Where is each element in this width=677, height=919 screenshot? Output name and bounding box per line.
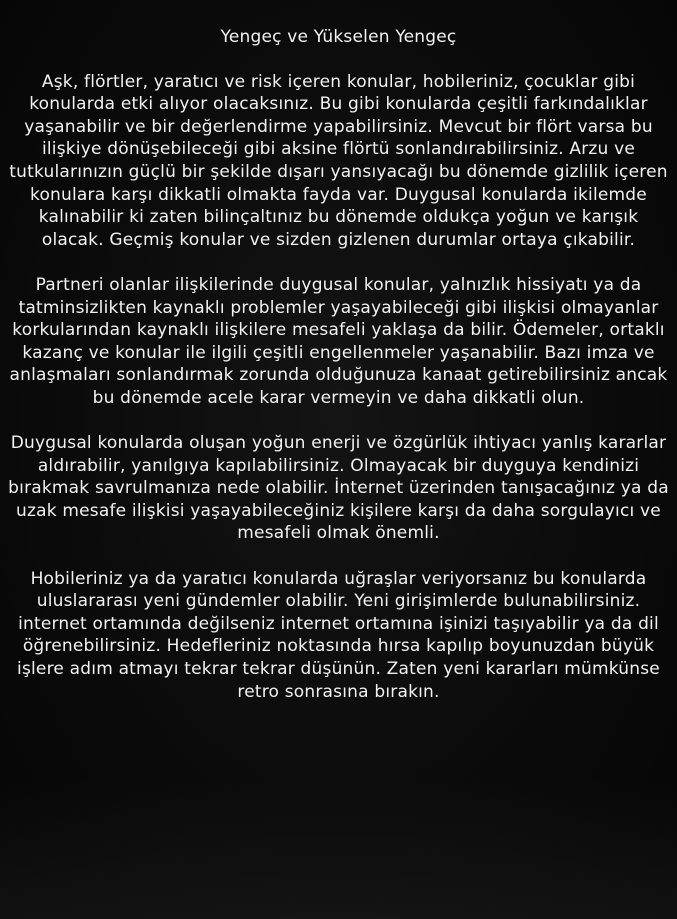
paragraph-love: Aşk, flörtler, yaratıcı ve risk içeren konular, hobileriniz, çocuklar gibi konularda etki alıyor olacaksınız. Bu gibi konularda çeşitli farkındalıklar yaşanabilir ve bir değerlendirme yapabilirsiniz. Mevcut bir flört varsa bu ilişkiye dönüşebileceği gibi aksine flörtü sonlandırabilirsiniz. Arzu ve tutkularınızın güçlü bir şekilde dışarı yansıyacağı bu dönemde gizlilik içeren konulara karşı dikkatli olmakta fayda var. Duygusal konularda ikilemde kalınabilir ki zaten bilinçaltınız bu dönemde oldukça yoğun ve karışık olacak. Geçmiş konular ve sizden gizlenen durumlar ortaya çıkabilir. — [9, 71, 668, 250]
paragraph-hobbies: Hobileriniz ya da yaratıcı konularda uğraşlar veriyorsanız bu konularda uluslararası yeni gündemler olabilir. Yeni girişimlerde bulunabilirsiniz. internet ortamında değilseniz internet ortamına işinizi taşıyabilir ya da dil öğrenebilirsiniz. Hedefleriniz noktasında hırsa kapılıp boyunuzdan büyük işlere adım atmayı tekrar tekrar düşünün. Zaten yeni kararları mümkünse retro sonrasına bırakın. — [17, 568, 660, 702]
background-watermark — [0, 779, 677, 919]
paragraph-partnership: Partneri olanlar ilişkilerinde duygusal konular, yalnızlık hissiyatı ya da tatminsizlikten kaynaklı problemler yaşayabileceği gibi ilişkisi olmayanlar korkularından kaynaklı ilişkilere mesafeli yaklaşa da bilir. Ödemeler, ortaklı kazanç ve konular ile ilgili çeşitli engellenmeler yaşanabilir. Bazı imza ve anlaşmaları sonlandırmak zorunda olduğunuza kanaat getirebilirsiniz ancak bu dönemde acele karar vermeyin ve daha dikkatli olun. — [9, 274, 668, 408]
article-content — [6, 26, 671, 703]
article-title: Yengeç ve Yükselen Yengeç — [220, 27, 457, 47]
paragraph-emotions: Duygusal konularda oluşan yoğun enerji ve özgürlük ihtiyacı yanlış kararlar aldırabilir, yanılgıya kapılabilirsiniz. Olmayacak bir duyguya kendinizi bırakmak savrulmanıza nede olabilir. İnternet üzerinden tanışacağınız ya da uzak mesafe ilişkisi yaşayabileceğiniz kişilere karşı da daha sorgulayıcı ve mesafeli olmak önemli. — [8, 433, 669, 544]
